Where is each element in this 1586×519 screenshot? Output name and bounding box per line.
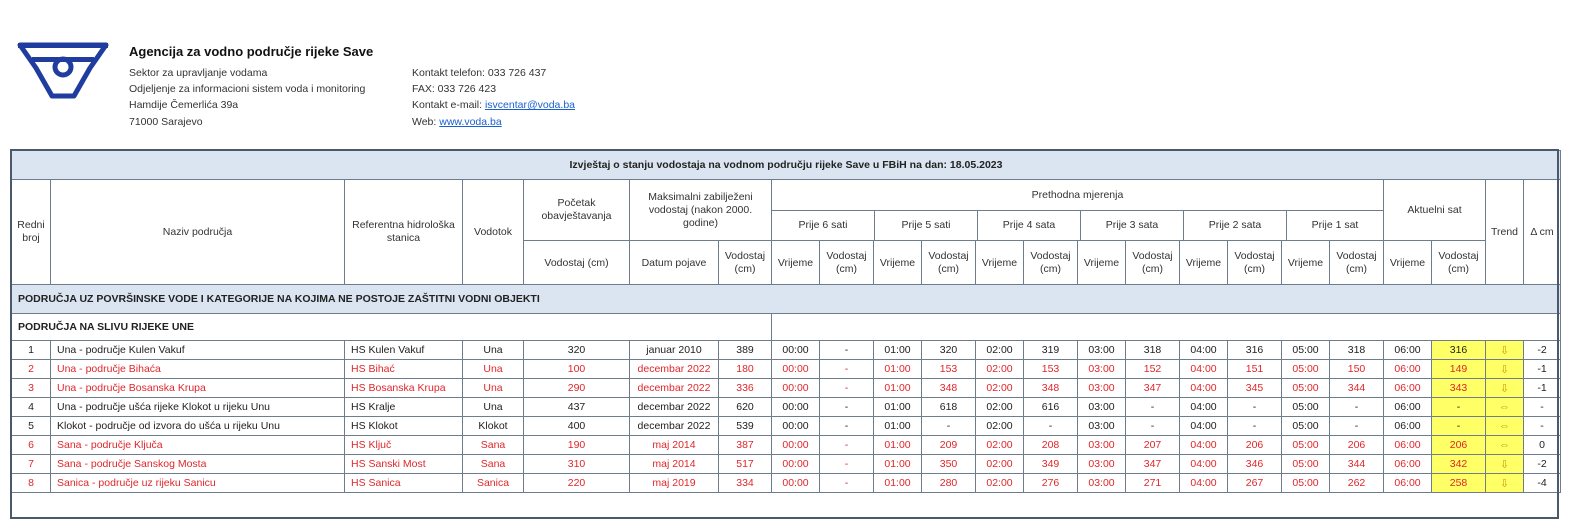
current-time: 06:00 [1384, 398, 1432, 417]
measure-time: 00:00 [772, 360, 820, 379]
measure-time: 05:00 [1282, 341, 1330, 360]
current-level: 343 [1432, 379, 1486, 398]
measure-time: 01:00 [874, 341, 922, 360]
row-number: 3 [12, 379, 51, 398]
contact-email-link[interactable]: isvcentar@voda.ba [484, 99, 575, 112]
measure-level: - [1330, 398, 1384, 417]
measure-time: 00:00 [772, 474, 820, 493]
measure-level: - [820, 417, 874, 436]
header-vodostaj: Vodostaj (cm) [1330, 241, 1384, 285]
table-row [12, 360, 1561, 379]
measure-time: 02:00 [976, 417, 1024, 436]
delta-cm: -1 [1524, 379, 1561, 398]
header-datum-pojave: Datum pojave [630, 241, 719, 285]
agency-address [129, 65, 365, 130]
current-time: 06:00 [1384, 360, 1432, 379]
measure-level: 618 [922, 398, 976, 417]
header-vrijeme: Vrijeme [772, 241, 820, 285]
row-number: 1 [12, 341, 51, 360]
measure-level: 151 [1228, 360, 1282, 379]
max-date: januar 2010 [630, 341, 719, 360]
station-name: HS Sanski Most [345, 455, 463, 474]
start-level: 290 [524, 379, 630, 398]
measure-level: - [820, 379, 874, 398]
measure-time: 04:00 [1180, 379, 1228, 398]
delta-cm: -1 [1524, 360, 1561, 379]
current-level: 316 [1432, 341, 1486, 360]
measure-time: 00:00 [772, 341, 820, 360]
measure-time: 04:00 [1180, 436, 1228, 455]
row-number: 8 [12, 474, 51, 493]
area-name: Sana - područje Sanskog Mosta [51, 455, 345, 474]
measure-time: 04:00 [1180, 398, 1228, 417]
measure-level: 346 [1228, 455, 1282, 474]
current-level: 342 [1432, 455, 1486, 474]
measure-time: 04:00 [1180, 341, 1228, 360]
measure-level: 350 [922, 455, 976, 474]
header-vodostaj: Vodostaj (cm) [820, 241, 874, 285]
river-name: Una [463, 341, 524, 360]
subsection-blank [772, 314, 1561, 341]
measure-time: 03:00 [1078, 398, 1126, 417]
header-period-3: Prije 3 sata [1081, 211, 1184, 240]
measure-level: 348 [1024, 379, 1078, 398]
start-level: 220 [524, 474, 630, 493]
agency-department: Odjeljenje za informacioni sistem voda i monitoring [129, 83, 366, 96]
agency-city: 71000 Sarajevo [129, 115, 203, 128]
water-level-report-table [11, 150, 1561, 493]
max-level: 539 [719, 417, 772, 436]
report-title: Izvještaj o stanju vodostaja na vodnom području rijeke Save u FBiH na dan: 18.05.2023 [12, 151, 1561, 180]
max-level: 334 [719, 474, 772, 493]
contact-web-link[interactable]: www.voda.ba [439, 115, 502, 128]
measure-level: - [1024, 417, 1078, 436]
header-period-1: Prije 1 sat [1311, 219, 1359, 231]
measure-time: 05:00 [1282, 436, 1330, 455]
subsection-title: PODRUČJA NA SLIVU RIJEKE UNE [12, 314, 772, 341]
delta-cm: -2 [1524, 341, 1561, 360]
measure-level: - [820, 436, 874, 455]
current-level: - [1432, 417, 1486, 436]
delta-cm: -4 [1524, 474, 1561, 493]
header-period-6: Prije 6 sati [772, 211, 875, 240]
measure-time: 03:00 [1078, 455, 1126, 474]
header-aktuelni: Aktuelni sat [1384, 180, 1486, 241]
table-row [12, 455, 1561, 474]
delta-cm: - [1524, 417, 1561, 436]
current-time: 06:00 [1384, 417, 1432, 436]
area-name: Una - područje Kulen Vakuf [51, 341, 345, 360]
row-number: 7 [12, 455, 51, 474]
max-level: 180 [719, 360, 772, 379]
agency-logo-icon [17, 42, 109, 99]
header-delta: Δ cm [1524, 180, 1561, 285]
measure-level: 207 [1126, 436, 1180, 455]
measure-level: - [1126, 398, 1180, 417]
measure-level: 208 [1024, 436, 1078, 455]
current-level: - [1432, 398, 1486, 417]
max-date: decembar 2022 [630, 360, 719, 379]
header-vrijeme: Vrijeme [1180, 241, 1228, 285]
area-name: Klokot - područje od izvora do ušća u rijeku Unu [51, 417, 345, 436]
start-level: 100 [524, 360, 630, 379]
measure-time: 04:00 [1180, 455, 1228, 474]
measure-level: - [1228, 398, 1282, 417]
header-vrijeme: Vrijeme [976, 241, 1024, 285]
measure-time: 00:00 [772, 455, 820, 474]
trend-icon: ⇔ [1486, 417, 1524, 436]
table-row [12, 436, 1561, 455]
max-date: decembar 2022 [630, 379, 719, 398]
measure-time: 01:00 [874, 417, 922, 436]
header-stanica: Referentna hidrološka stanica [345, 180, 463, 285]
station-name: HS Bihać [345, 360, 463, 379]
max-level: 387 [719, 436, 772, 455]
measure-time: 04:00 [1180, 474, 1228, 493]
header-trend: Trend [1486, 180, 1524, 285]
header-naziv: Naziv područja [51, 180, 345, 285]
table-row [12, 341, 1561, 360]
measure-level: 318 [1330, 341, 1384, 360]
measure-level: - [1228, 417, 1282, 436]
river-name: Una [463, 360, 524, 379]
area-name: Sana - područje Ključa [51, 436, 345, 455]
max-level: 336 [719, 379, 772, 398]
header-pocetak: Početak obavještavanja [524, 180, 630, 241]
header-maksimalni: Maksimalni zabilježeni vodostaj (nakon 2000. godine) [630, 180, 772, 241]
measure-level: - [820, 398, 874, 417]
current-time: 06:00 [1384, 436, 1432, 455]
measure-time: 02:00 [976, 360, 1024, 379]
measure-level: 344 [1330, 455, 1384, 474]
header-vrijeme: Vrijeme [1384, 241, 1432, 285]
header-period-2: Prije 2 sata [1184, 211, 1287, 240]
measure-time: 05:00 [1282, 455, 1330, 474]
header-redni-broj: Redni broj [12, 180, 51, 285]
measure-level: 344 [1330, 379, 1384, 398]
header-vodostaj: Vodostaj (cm) [1432, 241, 1486, 285]
agency-street: Hamdije Čemerlića 39a [129, 99, 239, 112]
contact-info [412, 65, 575, 130]
start-level: 437 [524, 398, 630, 417]
measure-time: 02:00 [976, 398, 1024, 417]
measure-time: 00:00 [772, 436, 820, 455]
row-number: 4 [12, 398, 51, 417]
measure-time: 03:00 [1078, 360, 1126, 379]
start-level: 320 [524, 341, 630, 360]
delta-cm: 0 [1524, 436, 1561, 455]
current-level: 206 [1432, 436, 1486, 455]
measure-time: 01:00 [874, 379, 922, 398]
max-level: 517 [719, 455, 772, 474]
measure-time: 00:00 [772, 398, 820, 417]
max-date: maj 2019 [630, 474, 719, 493]
contact-fax: FAX: 033 726 423 [412, 83, 497, 96]
table-row [12, 398, 1561, 417]
measure-time: 05:00 [1282, 379, 1330, 398]
station-name: HS Kulen Vakuf [345, 341, 463, 360]
header-vodostaj: Vodostaj (cm) [1024, 241, 1078, 285]
measure-time: 04:00 [1180, 360, 1228, 379]
contact-phone: Kontakt telefon: 033 726 437 [412, 67, 547, 79]
area-name: Una - područje Bihaća [51, 360, 345, 379]
measure-level: 347 [1126, 455, 1180, 474]
measure-level: 206 [1228, 436, 1282, 455]
river-name: Una [463, 398, 524, 417]
measure-level: 319 [1024, 341, 1078, 360]
measure-time: 05:00 [1282, 474, 1330, 493]
measure-level: - [1330, 417, 1384, 436]
header-vodostaj: Vodostaj (cm) [1228, 241, 1282, 285]
measure-time: 05:00 [1282, 417, 1330, 436]
measure-level: 348 [922, 379, 976, 398]
measure-time: 03:00 [1078, 417, 1126, 436]
row-number: 6 [12, 436, 51, 455]
station-name: HS Bosanska Krupa [345, 379, 463, 398]
header-vrijeme: Vrijeme [874, 241, 922, 285]
current-time: 06:00 [1384, 341, 1432, 360]
delta-cm: -2 [1524, 455, 1561, 474]
table-row [12, 417, 1561, 436]
measure-time: 05:00 [1282, 360, 1330, 379]
measure-level: 276 [1024, 474, 1078, 493]
trend-icon: ⇔ [1486, 398, 1524, 417]
measure-time: 01:00 [874, 360, 922, 379]
max-level: 620 [719, 398, 772, 417]
contact-web-row [412, 114, 575, 130]
measure-time: 03:00 [1078, 436, 1126, 455]
trend-icon: ⇩ [1486, 455, 1524, 474]
river-name: Sana [463, 436, 524, 455]
river-name: Klokot [463, 417, 524, 436]
measure-level: 209 [922, 436, 976, 455]
header-period-4: Prije 4 sata [978, 211, 1081, 240]
station-name: HS Sanica [345, 474, 463, 493]
start-level: 190 [524, 436, 630, 455]
header-vodostaj: Vodostaj (cm) [1126, 241, 1180, 285]
measure-level: - [820, 341, 874, 360]
header-vodostaj: Vodostaj (cm) [922, 241, 976, 285]
measure-time: 05:00 [1282, 398, 1330, 417]
measure-level: 150 [1330, 360, 1384, 379]
contact-email-row [412, 97, 575, 113]
measure-level: 153 [922, 360, 976, 379]
contact-web-label: Web: [412, 115, 440, 128]
measure-level: 262 [1330, 474, 1384, 493]
measure-time: 03:00 [1078, 379, 1126, 398]
measure-level: 347 [1126, 379, 1180, 398]
current-level: 149 [1432, 360, 1486, 379]
measure-level: 616 [1024, 398, 1078, 417]
area-name: Una - područje Bosanska Krupa [51, 379, 345, 398]
measure-level: - [1126, 417, 1180, 436]
section-title: PODRUČJA UZ POVRŠINSKE VODE I KATEGORIJE NA KOJIMA NE POSTOJE ZAŠTITNI VODNI OBJEKTI [12, 285, 1561, 314]
current-time: 06:00 [1384, 474, 1432, 493]
station-name: HS Kralje [345, 398, 463, 417]
trend-icon: ⇩ [1486, 379, 1524, 398]
measure-level: 152 [1126, 360, 1180, 379]
area-name: Sanica - područje uz rijeku Sanicu [51, 474, 345, 493]
header-period-5: Prije 5 sati [875, 211, 978, 240]
header-vodotok: Vodotok [463, 180, 524, 285]
header-prethodna-label: Prethodna mjerenja [772, 180, 1383, 211]
measure-level: 318 [1126, 341, 1180, 360]
river-name: Sana [463, 455, 524, 474]
measure-level: 280 [922, 474, 976, 493]
max-date: decembar 2022 [630, 398, 719, 417]
row-number: 5 [12, 417, 51, 436]
measure-level: - [820, 455, 874, 474]
table-row [12, 379, 1561, 398]
delta-cm: - [1524, 398, 1561, 417]
measure-level: 316 [1228, 341, 1282, 360]
measure-time: 01:00 [874, 474, 922, 493]
measure-time: 02:00 [976, 455, 1024, 474]
measure-time: 02:00 [976, 341, 1024, 360]
area-name: Una - područje ušća rijeke Klokot u rijeku Unu [51, 398, 345, 417]
current-time: 06:00 [1384, 379, 1432, 398]
river-name: Una [463, 379, 524, 398]
measure-level: 206 [1330, 436, 1384, 455]
measure-level: - [922, 417, 976, 436]
measure-time: 02:00 [976, 474, 1024, 493]
measure-time: 01:00 [874, 436, 922, 455]
agency-name: Agencija za vodno područje rijeke Save [129, 44, 374, 59]
measure-time: 01:00 [874, 455, 922, 474]
current-time: 06:00 [1384, 455, 1432, 474]
measure-level: 271 [1126, 474, 1180, 493]
measure-level: 349 [1024, 455, 1078, 474]
header-prethodna [772, 180, 1384, 241]
header-vrijeme: Vrijeme [1078, 241, 1126, 285]
header-max-vodostaj: Vodostaj (cm) [719, 241, 772, 285]
measure-time: 01:00 [874, 398, 922, 417]
measure-time: 00:00 [772, 417, 820, 436]
max-level: 389 [719, 341, 772, 360]
measure-level: 267 [1228, 474, 1282, 493]
measure-time: 03:00 [1078, 341, 1126, 360]
header-pocetak-vodostaj: Vodostaj (cm) [524, 241, 630, 285]
measure-level: 345 [1228, 379, 1282, 398]
measure-level: 320 [922, 341, 976, 360]
start-level: 400 [524, 417, 630, 436]
trend-icon: ⇩ [1486, 474, 1524, 493]
measure-level: 153 [1024, 360, 1078, 379]
river-name: Sanica [463, 474, 524, 493]
agency-sector: Sektor za upravljanje vodama [129, 67, 268, 79]
row-number: 2 [12, 360, 51, 379]
max-date: maj 2014 [630, 436, 719, 455]
measure-time: 04:00 [1180, 417, 1228, 436]
contact-email-label: Kontakt e-mail: [412, 99, 485, 112]
current-level: 258 [1432, 474, 1486, 493]
measure-time: 02:00 [976, 436, 1024, 455]
table-row [12, 474, 1561, 493]
measure-level: - [820, 474, 874, 493]
measure-time: 03:00 [1078, 474, 1126, 493]
max-date: maj 2014 [630, 455, 719, 474]
measure-time: 00:00 [772, 379, 820, 398]
trend-icon: ⇩ [1486, 341, 1524, 360]
trend-icon: ⇔ [1486, 436, 1524, 455]
max-date: decembar 2022 [630, 417, 719, 436]
measure-level: - [820, 360, 874, 379]
header-vrijeme: Vrijeme [1282, 241, 1330, 285]
measure-time: 02:00 [976, 379, 1024, 398]
trend-icon: ⇩ [1486, 360, 1524, 379]
station-name: HS Ključ [345, 436, 463, 455]
start-level: 310 [524, 455, 630, 474]
station-name: HS Klokot [345, 417, 463, 436]
